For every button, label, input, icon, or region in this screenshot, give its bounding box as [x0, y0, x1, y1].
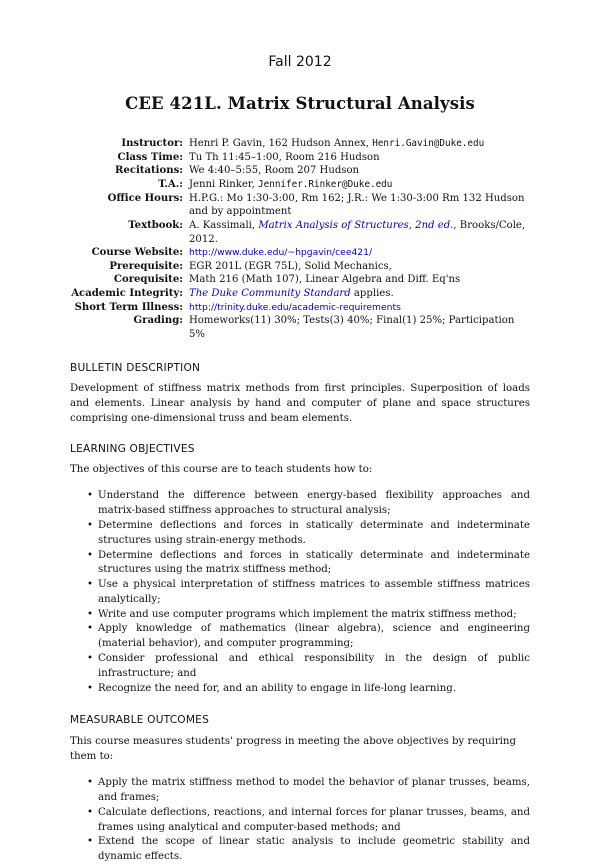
- academic-integrity-label: Academic Integrity:: [71, 288, 183, 300]
- recitations-value: We 4:40–5:55, Room 207 Hudson: [189, 165, 360, 177]
- outcome-item: • Calculate deflections, reactions, and internal forces for planar trusses, beams, and frames using analytical and computer-based methods; and: [98, 806, 530, 836]
- class-time-value: Tu Th 11:45–1:00, Room 216 Hudson: [189, 151, 380, 163]
- instructor-email[interactable]: Henri.Gavin@Duke.edu: [372, 138, 485, 150]
- info-row-class-time: [70, 151, 530, 165]
- academic-requirements-link[interactable]: http://trinity.duke.edu/academic-requirements: [189, 301, 401, 313]
- office-hours-label: Office Hours:: [107, 192, 183, 204]
- recitations-label: Recitations:: [115, 165, 183, 177]
- bulletin-text: Development of stiffness matrix methods from first principles. Superposition of loads and elements. Linear analysis by hand and computer of plane and space structures comprising one-dimensional truss and beam elements.: [70, 382, 530, 424]
- objective-item: • Use a physical interpretation of stiffness matrices to assemble stiffness matrices analytically;: [98, 578, 530, 608]
- info-row-prerequisite: [70, 260, 530, 274]
- objectives-heading: LEARNING OBJECTIVES: [70, 443, 195, 456]
- info-row-office-hours: [70, 192, 530, 219]
- outcomes-heading: MEASURABLE OUTCOMES: [70, 714, 210, 727]
- bulletin-heading: BULLETIN DESCRIPTION: [70, 361, 201, 374]
- info-row-instructor: [70, 137, 530, 151]
- outcomes-list: [70, 776, 530, 865]
- objectives-list: [70, 489, 530, 696]
- office-hours-line2: and by appointment: [189, 206, 292, 218]
- objective-item: • Determine deflections and forces in statically determinate and indeterminate structures using strain-energy methods.: [98, 519, 530, 549]
- objective-item: • Write and use computer programs which implement the matrix stiffness method;: [98, 608, 530, 623]
- textbook-author: A. Kassimali,: [189, 219, 256, 231]
- outcome-item: • Extend the scope of linear static analysis to include geometric stability and dynamic effects.: [98, 835, 530, 865]
- instructor-value: [189, 137, 530, 151]
- objective-item: • Consider professional and ethical responsibility in the design of public infrastructure; and: [98, 652, 530, 682]
- info-row-grading: [70, 314, 530, 341]
- info-row-ta: [70, 178, 530, 192]
- info-row-recitations: [70, 164, 530, 178]
- instructor-label: Instructor:: [121, 138, 183, 150]
- ta-text: Jenni Rinker,: [189, 179, 255, 191]
- corequisite-value: Math 216 (Math 107), Linear Algebra and Diff. Eq'ns: [189, 274, 461, 286]
- outcome-item: • Apply the matrix stiffness method to model the behavior of planar trusses, beams, and frames;: [98, 776, 530, 806]
- info-row-course-website: [70, 246, 530, 260]
- ta-label: T.A.:: [158, 179, 183, 191]
- short-term-illness-label: Short Term Illness:: [74, 301, 183, 313]
- textbook-value: [189, 219, 530, 246]
- objectives-intro: The objectives of this course are to teach students how to:: [70, 463, 373, 475]
- ta-value: [189, 178, 530, 192]
- grading-value: Homeworks(11) 30%; Tests(3) 40%; Final(1) 25%; Participation 5%: [189, 315, 515, 340]
- community-standard-link[interactable]: The Duke Community Standard: [189, 288, 351, 300]
- prerequisite-label: Prerequisite:: [109, 260, 183, 272]
- objective-item: • Determine deflections and forces in statically determinate and indeterminate structures using the matrix stiffness method;: [98, 549, 530, 579]
- objective-item: • Understand the difference between energy-based flexibility approaches and matrix-based stiffness approaches to structural analysis;: [98, 489, 530, 519]
- course-website-label: Course Website:: [91, 247, 183, 259]
- info-row-corequisite: [70, 273, 530, 287]
- office-hours-value: [189, 192, 530, 219]
- course-title: CEE 421L. Matrix Structural Analysis: [125, 94, 475, 114]
- syllabus-page: [70, 52, 530, 865]
- outcomes-intro: This course measures students' progress in meeting the above objectives by requiring them to:: [70, 735, 516, 762]
- short-term-illness-value: [189, 301, 530, 315]
- academic-integrity-value: [189, 287, 530, 301]
- textbook-label: Textbook:: [128, 219, 183, 231]
- course-website-link[interactable]: http://www.duke.edu/~hpgavin/cee421/: [189, 247, 373, 259]
- info-row-textbook: [70, 219, 530, 246]
- term-heading: Fall 2012: [268, 54, 332, 70]
- ta-email[interactable]: Jennifer.Rinker@Duke.edu: [258, 179, 393, 191]
- course-website-value: [189, 246, 530, 260]
- textbook-publisher: , Brooks/Cole, 2012.: [189, 219, 526, 245]
- class-time-label: Class Time:: [117, 151, 183, 163]
- info-row-short-term-illness: [70, 301, 530, 315]
- academic-integrity-suffix: applies.: [350, 288, 394, 300]
- prerequisite-value: EGR 201L (EGR 75L), Solid Mechanics,: [189, 260, 392, 272]
- grading-label: Grading:: [133, 315, 183, 327]
- objective-item: • Apply knowledge of mathematics (linear algebra), science and engineering (material behavior), and computer programming;: [98, 622, 530, 652]
- textbook-title-link[interactable]: Matrix Analysis of Structures, 2nd ed.: [258, 219, 454, 231]
- objective-item: • Recognize the need for, and an ability to engage in life-long learning.: [98, 682, 530, 697]
- info-row-academic-integrity: [70, 287, 530, 301]
- course-info-table: [70, 137, 530, 341]
- office-hours-line1: H.P.G.: Mo 1:30-3:00, Rm 162; J.R.: We 1:30-3:00 Rm 132 Hudson: [189, 192, 525, 204]
- corequisite-label: Corequisite:: [113, 274, 183, 286]
- instructor-text: Henri P. Gavin, 162 Hudson Annex,: [189, 138, 370, 150]
